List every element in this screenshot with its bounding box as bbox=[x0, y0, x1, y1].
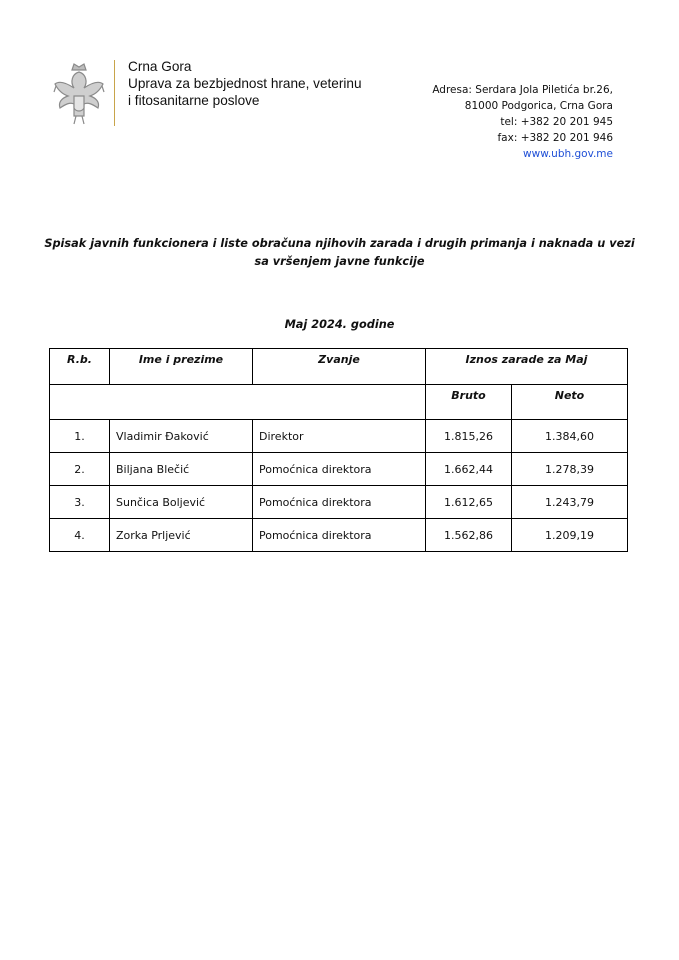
country-name: Crna Gora bbox=[128, 59, 192, 74]
table-row bbox=[50, 486, 628, 519]
salary-table bbox=[49, 348, 628, 552]
document-title bbox=[0, 235, 679, 271]
net-amount: 1.384,60 bbox=[512, 420, 628, 453]
contact-block bbox=[432, 82, 613, 162]
employee-title: Direktor bbox=[253, 420, 426, 453]
phone: tel: +382 20 201 945 bbox=[500, 116, 613, 128]
header-gross: Bruto bbox=[426, 385, 512, 420]
fax: fax: +382 20 201 946 bbox=[497, 132, 613, 144]
website-link[interactable]: www.ubh.gov.me bbox=[523, 148, 613, 160]
employee-title: Pomoćnica direktora bbox=[253, 519, 426, 552]
row-number: 2. bbox=[50, 453, 110, 486]
row-number: 3. bbox=[50, 486, 110, 519]
title-line2: sa vršenjem javne funkcije bbox=[254, 255, 425, 268]
net-amount: 1.209,19 bbox=[512, 519, 628, 552]
gross-amount: 1.815,26 bbox=[426, 420, 512, 453]
header-divider bbox=[114, 60, 115, 126]
address-line1: Adresa: Serdara Jola Piletića br.26, bbox=[432, 84, 613, 96]
header-title: Zvanje bbox=[253, 349, 426, 385]
table-row bbox=[50, 519, 628, 552]
net-amount: 1.243,79 bbox=[512, 486, 628, 519]
table-header-row bbox=[50, 349, 628, 385]
title-line1: Spisak javnih funkcionera i liste obračuna njihovih zarada i drugih primanja i naknada u vezi bbox=[44, 237, 635, 250]
gross-amount: 1.612,65 bbox=[426, 486, 512, 519]
row-number: 4. bbox=[50, 519, 110, 552]
coat-of-arms-emblem bbox=[52, 60, 106, 128]
net-amount: 1.278,39 bbox=[512, 453, 628, 486]
table-subheader-row bbox=[50, 385, 628, 420]
org-name-line1: Uprava za bezbjednost hrane, veterinu bbox=[128, 76, 362, 91]
address-line2: 81000 Podgorica, Crna Gora bbox=[464, 100, 613, 112]
employee-name: Sunčica Boljević bbox=[110, 486, 253, 519]
header-net: Neto bbox=[512, 385, 628, 420]
employee-name: Vladimir Đaković bbox=[110, 420, 253, 453]
organization-block bbox=[128, 58, 362, 109]
employee-name: Zorka Prljević bbox=[110, 519, 253, 552]
header-rb: R.b. bbox=[50, 349, 110, 385]
table-row bbox=[50, 420, 628, 453]
period-label: Maj 2024. godine bbox=[284, 318, 395, 331]
employee-name: Biljana Blečić bbox=[110, 453, 253, 486]
subheader-empty bbox=[50, 385, 426, 420]
table-row bbox=[50, 453, 628, 486]
org-name-line2: i fitosanitarne poslove bbox=[128, 93, 260, 108]
gross-amount: 1.662,44 bbox=[426, 453, 512, 486]
row-number: 1. bbox=[50, 420, 110, 453]
header-name: Ime i prezime bbox=[110, 349, 253, 385]
header-amount: Iznos zarade za Maj bbox=[426, 349, 628, 385]
gross-amount: 1.562,86 bbox=[426, 519, 512, 552]
employee-title: Pomoćnica direktora bbox=[253, 453, 426, 486]
employee-title: Pomoćnica direktora bbox=[253, 486, 426, 519]
